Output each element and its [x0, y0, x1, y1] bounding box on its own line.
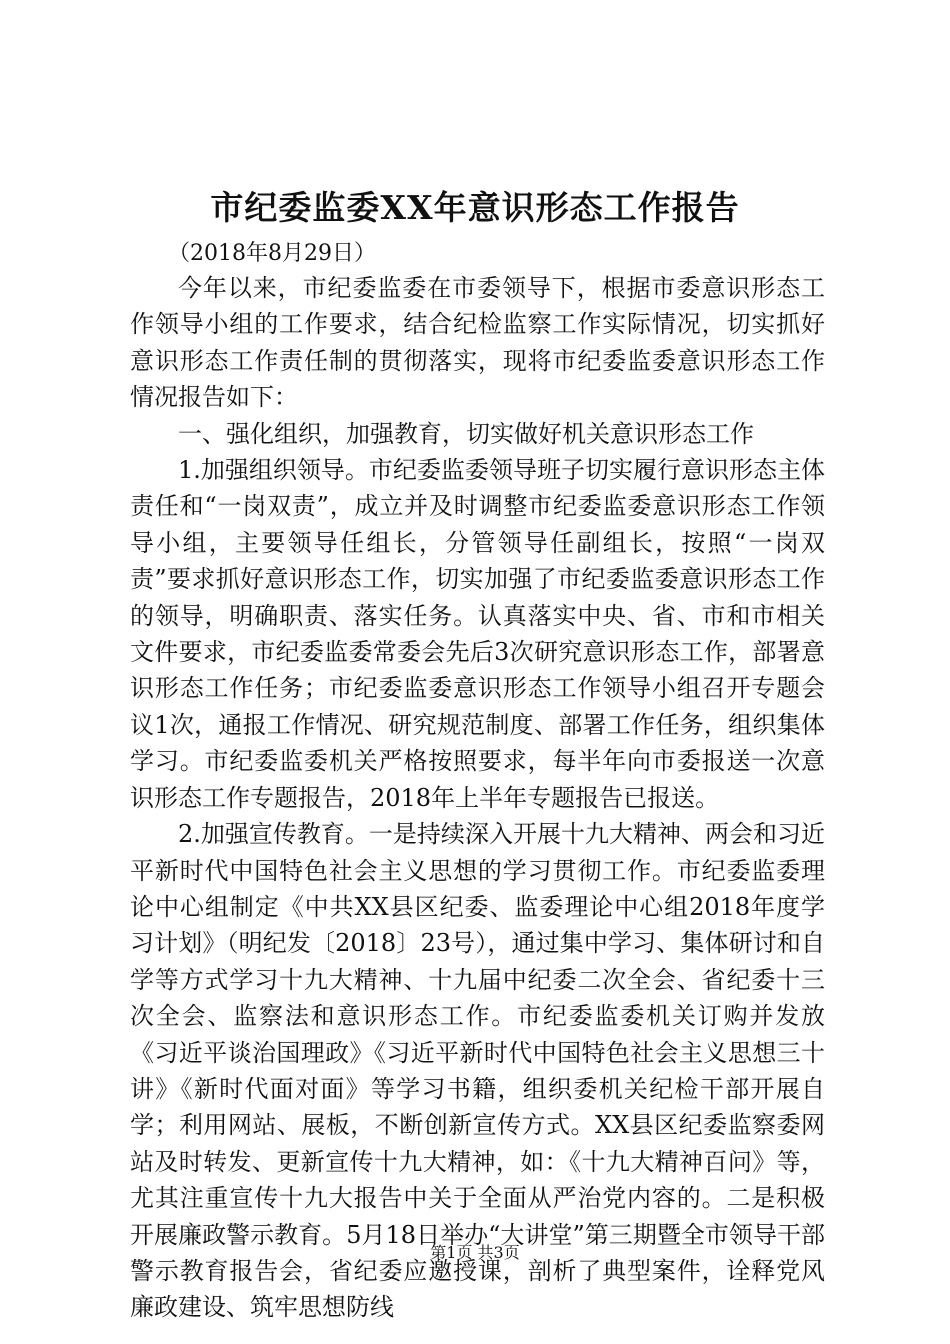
paragraph-education: 2.加强宣传教育。一是持续深入开展十九大精神、两会和习近平新时代中国特色社会主义思想的学习贯彻工作。市纪委监委理论中心组制定《中共XX县区纪委、监委理论中心组2018年度学习计划》（明纪发〔2018〕23号），通过集中学习、集体研讨和自学等方式学习十九大精神、十九届中纪委二次全会、省纪委十三次全会、监察法和意识形态工作。市纪委监委机关订购并发放《习近平谈治国理政》《习近平新时代中国特色社会主义思想三十讲》《新时代面对面》等学习书籍，组织委机关纪检干部开展自学；利用网站、展板，不断创新宣传方式。XX县区纪委监察委网站及时转发、更新宣传十九大精神，如：《十九大精神百问》等，尤其注重宣传十九大报告中关于全面从严治党内容的。二是积极开展廉政警示教育。5月18日举办“大讲堂”第三期暨全市领导干部警示教育报告会，省纪委应邀授课，剖析了典型案件，诠释党风廉政建设、筑牢思想防线 [130, 820, 825, 1322]
page-footer: 第1页 共3页 [430, 1243, 520, 1262]
paragraph-organization: 1.加强组织领导。市纪委监委领导班子切实履行意识形态主体责任和“一岗双责”，成立并及时调整市纪委监委意识形态工作领导小组，主要领导任组长，分管领导任副组长，按照“一岗双责”要求抓好意识形态工作，切实加强了市纪委监委意识形态工作的领导，明确职责、落实任务。认真落实中央、省、市和市相关文件要求，市纪委监委常委会先后3次研究意识形态工作，部署意识形态工作任务；市纪委监委意识形态工作领导小组召开专题会议1次，通报工作情况、研究规范制度、部署工作任务，组织集体学习。市纪委监委机关严格按照要求，每半年向市委报送一次意识形态工作专题报告，2018年上半年专题报告已报送。 [130, 456, 825, 812]
paragraph-intro: 今年以来，市纪委监委在市委领导下，根据市委意识形态工作领导小组的工作要求，结合纪检监察工作实际情况，切实抓好意识形态工作责任制的贯彻落实，现将市纪委监委意识形态工作情况报告如下： [130, 274, 825, 412]
document-date: （2018年8月29日） [168, 241, 376, 266]
document-body [130, 270, 825, 1326]
section-heading: 一、强化组织，加强教育，切实做好机关意识形态工作 [178, 419, 754, 448]
document-title: 市纪委监委XX年意识形态工作报告 [210, 188, 740, 227]
